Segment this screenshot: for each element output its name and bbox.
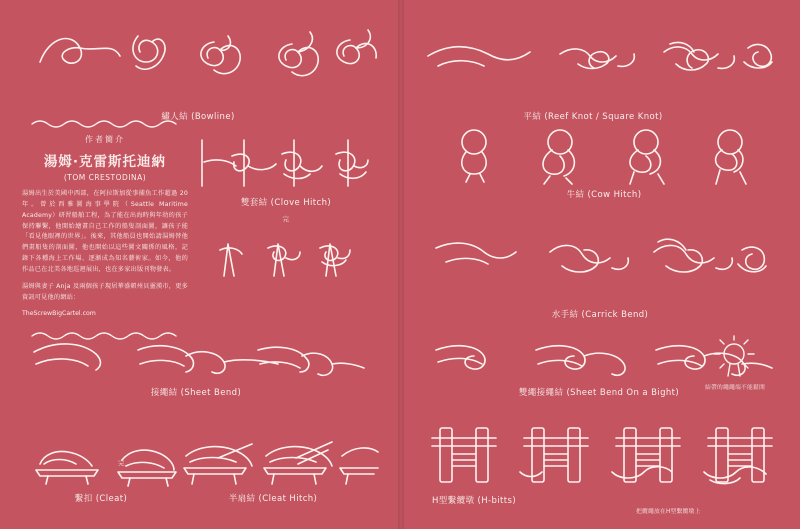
figure-caption: H型繫纜墩 (H-bitts) xyxy=(432,496,517,506)
carrick-bend-diagram xyxy=(430,226,770,286)
reef-knot-diagram xyxy=(418,22,768,84)
figure-reef-knot xyxy=(418,22,768,122)
h-bitts-note: 把纜繩放在H型繫纜墩上 xyxy=(636,509,701,515)
figure-caption: 雙套結 (Clove Hitch) xyxy=(240,198,332,208)
figure-bowline xyxy=(28,22,368,122)
figure-caption: 雙繩接繩結 (Sheet Bend On a Bight) xyxy=(518,388,680,398)
figure-caption: 繡人結 (Bowline) xyxy=(161,112,235,122)
cleat-hitch-diagram xyxy=(178,430,368,490)
figure-caption: 繫扣 (Cleat) xyxy=(74,494,128,504)
bio-paragraph-2: 湯姆與妻子 Anja 及兩個孩子現居華盛頓州貝靈漢市，更多資訊可見他的網站： xyxy=(22,282,188,301)
figure-caption: 接繩結 (Sheet Bend) xyxy=(150,388,242,398)
figure-h-bitts xyxy=(424,420,774,506)
figure-caption: 平結 (Reef Knot / Square Knot) xyxy=(523,112,663,122)
tighten-burst-icon xyxy=(700,336,770,380)
page-gutter xyxy=(398,0,404,529)
figure-carrick-bend xyxy=(430,226,770,320)
stake-hitch-diagram xyxy=(214,236,364,280)
figure-clove-hitch xyxy=(196,130,376,223)
figure-note: 結帶的繩繩端不能鬆開 xyxy=(705,385,765,391)
clove-hitch-diagram xyxy=(196,130,376,192)
author-bio xyxy=(22,118,188,318)
figure-caption: 水手結 (Carrick Bend) xyxy=(551,310,649,320)
bio-name: 湯姆·克雷斯托迪納 xyxy=(43,154,167,170)
bio-name-en: (TOM CRESTODINA) xyxy=(63,173,147,182)
sheet-bend-diagram xyxy=(26,330,366,384)
figure-caption: 半扇結 (Cleat Hitch) xyxy=(228,494,318,504)
sheet-bend-bight-note-group xyxy=(700,336,770,391)
figure-stake-hitch xyxy=(214,236,364,280)
figure-caption: 牛結 (Cow Hitch) xyxy=(566,190,642,200)
bowline-diagram xyxy=(28,22,368,84)
h-bitts-diagram xyxy=(424,420,774,490)
cleat-diagram xyxy=(26,430,176,490)
bio-website[interactable]: TheScrewBigCartel.com xyxy=(22,310,96,318)
figure-sheet-bend xyxy=(26,330,366,398)
figure-cleat-hitch xyxy=(178,430,368,504)
figure-cleat xyxy=(26,430,176,504)
cleat-annotation: 完 xyxy=(118,459,125,467)
wave-divider-icon xyxy=(30,118,180,128)
cow-hitch-diagram xyxy=(444,126,764,184)
bio-label: 作者簡介 xyxy=(85,135,125,144)
figure-cow-hitch xyxy=(444,126,764,200)
figure-annotation: 完 xyxy=(282,215,290,223)
bio-paragraph-1: 湯姆出生於美國中西部，在阿拉斯加從事捕魚工作超過 20 年。曾於西雅圖海事學院（Seattle Maritime Academy）研習船舶工程，為了能在出海時與年幼的孩子保持聯繫，他開始繪畫自己工作的船隻剖面圖，讓孩子能「看見他眼裡的世界」。後來，其他船員也開始請湯姆替他們畫船隻的剖面圖，他也開始以這些圖文關係的風格，記錄下各種海上工作場、逐漸成為知名藝術家。如今，他的作品已在北美各地巡迴展出，也在多家出版刊物發表。 xyxy=(22,190,188,273)
